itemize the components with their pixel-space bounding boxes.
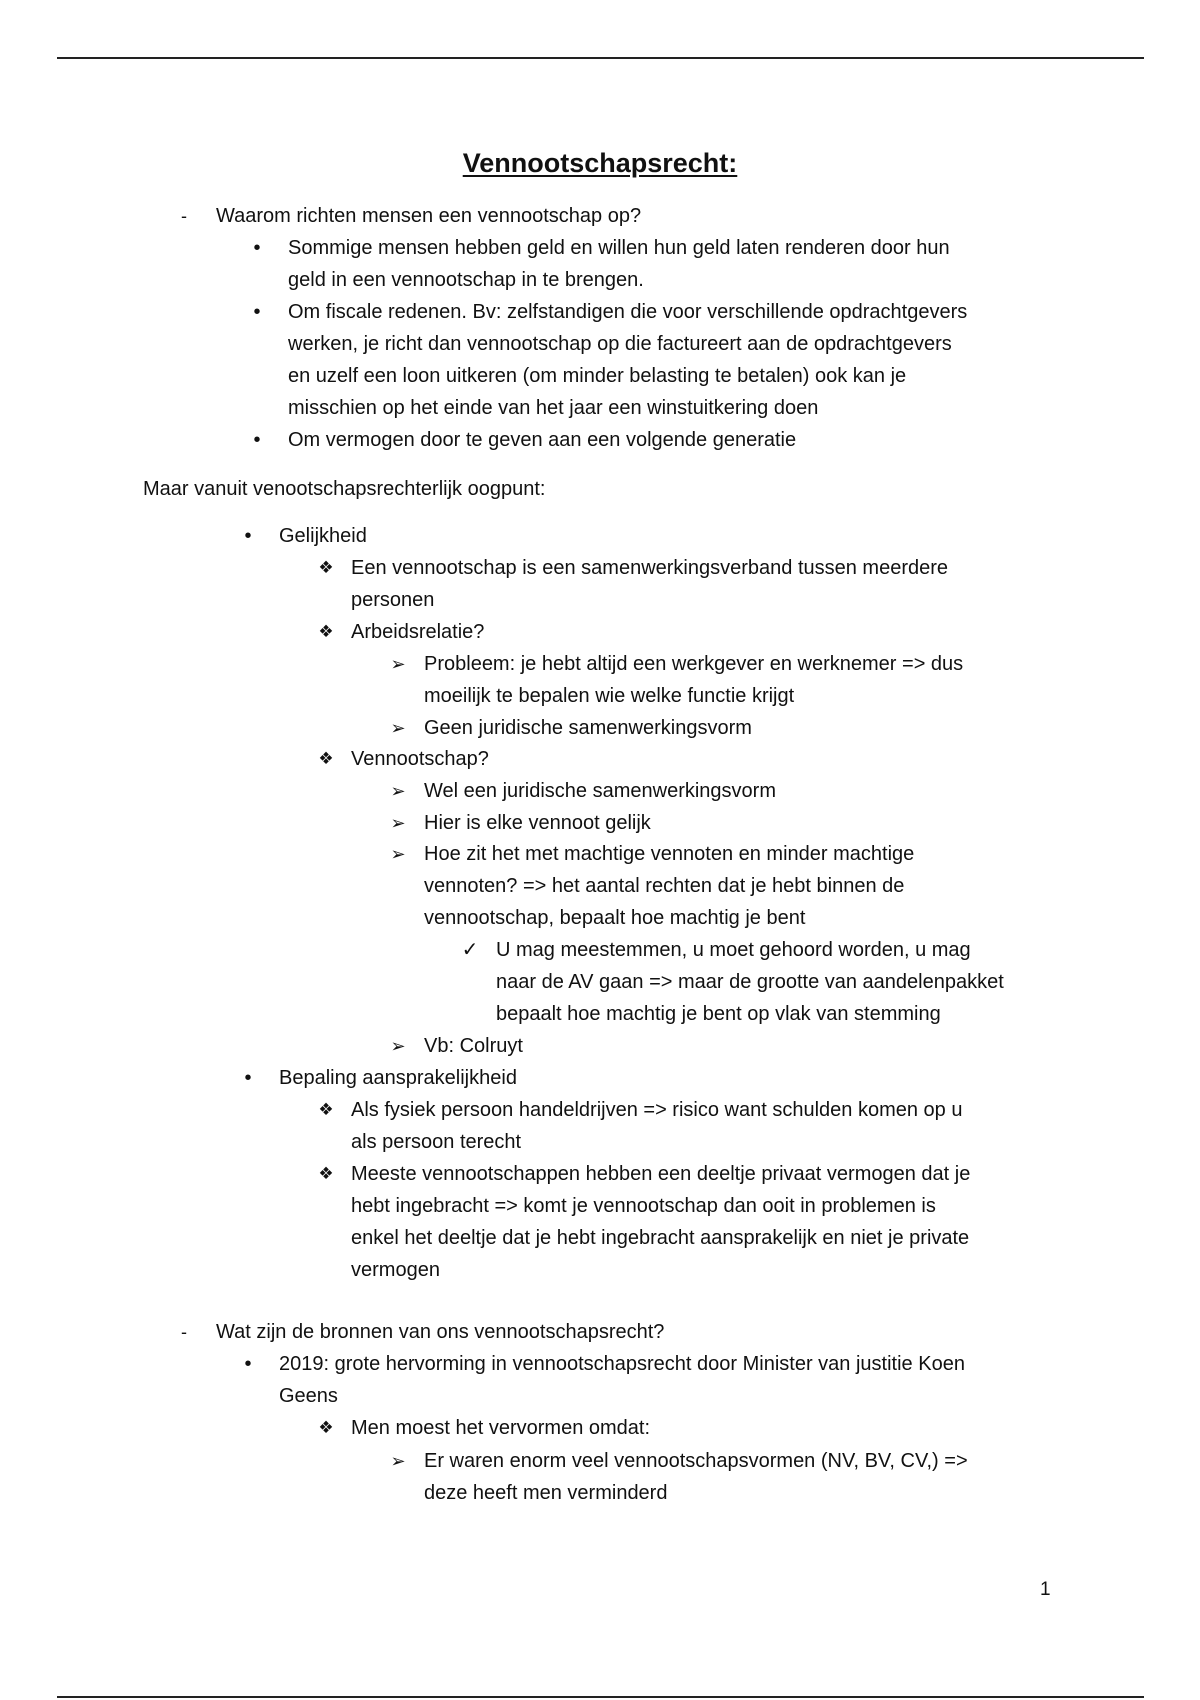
reason-line: en uzelf een loon uitkeren (om minder belasting te betalen) ook kan je [288,365,907,387]
question-2: Wat zijn de bronnen van ons vennootschapsrecht? [216,1321,665,1343]
aansprakelijkheid-item: enkel het deeltje dat je hebt ingebracht aansprakelijk en niet je private [351,1227,970,1249]
header-rule [57,57,1144,59]
aansprakelijkheid-item: vermogen [351,1259,440,1281]
check-item: naar de AV gaan => maar de grootte van aandelenpakket [496,971,1004,993]
check-item: U mag meestemmen, u moet gehoord worden, u mag [496,939,971,961]
reason-line: Om vermogen door te geven aan een volgende generatie [288,429,797,451]
arbeid-sub-item: Geen juridische samenwerkingsvorm [424,717,752,739]
gelijkheid-item: Arbeidsrelatie? [351,621,485,643]
diamond-marker: ❖ [318,1418,334,1437]
bullet-marker: • [244,1067,252,1089]
arrow-marker: ➢ [390,813,406,833]
reason-line: misschien op het einde van het jaar een winstuitkering doen [288,397,819,419]
aansprakelijkheid-item: hebt ingebracht => komt je vennootschap dan ooit in problemen is [351,1195,936,1217]
reform-line: Geens [279,1385,338,1407]
bullet-marker: • [253,429,261,451]
gelijkheid-heading: Gelijkheid [279,525,367,547]
diamond-marker: ❖ [318,558,334,577]
vennootschap-sub-item: Wel een juridische samenwerkingsvorm [424,780,776,802]
vennootschap-sub-item: vennoten? => het aantal rechten dat je hebt binnen de [424,875,905,897]
aansprakelijkheid-heading: Bepaling aansprakelijkheid [279,1067,517,1089]
diamond-marker: ❖ [318,622,334,641]
reason-line: geld in een vennootschap in te brengen. [288,269,644,291]
check-marker: ✓ [461,939,479,961]
footer-rule [57,1696,1144,1698]
vennootschap-sub-item: Hier is elke vennoot gelijk [424,812,651,834]
gelijkheid-item: personen [351,589,435,611]
diamond-marker: ❖ [318,1100,334,1119]
diamond-marker: ❖ [318,1164,334,1183]
aansprakelijkheid-item: als persoon terecht [351,1131,522,1153]
arrow-marker: ➢ [390,1036,406,1056]
bullet-marker: • [253,301,261,323]
vennootschap-sub-item: vennootschap, bepaalt hoe machtig je bent [424,907,806,929]
diamond-marker: ❖ [318,749,334,768]
reason-label: Men moest het vervormen omdat: [351,1417,651,1439]
arrow-marker: ➢ [390,1451,406,1471]
gelijkheid-item: Een vennootschap is een samenwerkingsverband tussen meerdere [351,557,949,579]
page-title: Vennootschapsrecht: [462,148,738,178]
arbeid-sub-item: Probleem: je hebt altijd een werkgever en werknemer => dus [424,653,964,675]
reform-line: 2019: grote hervorming in vennootschapsrecht door Minister van justitie Koen [279,1353,965,1375]
arrow-marker: ➢ [390,654,406,674]
reason-sub-item: deze heeft men verminderd [424,1482,668,1504]
arbeid-sub-item: moeilijk te bepalen wie welke functie krijgt [424,685,795,707]
vennootschap-sub-item: Vb: Colruyt [424,1035,523,1057]
page-number: 1 [1040,1579,1051,1600]
aansprakelijkheid-item: Als fysiek persoon handeldrijven => risico want schulden komen op u [351,1099,963,1121]
bullet-marker: • [253,237,261,259]
dash-marker: - [181,1322,187,1342]
bullet-marker: • [244,1353,252,1375]
intro-line: Maar vanuit venootschapsrechterlijk oogpunt: [143,478,546,500]
question-1: Waarom richten mensen een vennootschap op? [216,205,642,227]
aansprakelijkheid-item: Meeste vennootschappen hebben een deeltje privaat vermogen dat je [351,1163,971,1185]
bullet-marker: • [244,525,252,547]
reason-line: Om fiscale redenen. Bv: zelfstandigen die voor verschillende opdrachtgevers [288,301,968,323]
reason-line: werken, je richt dan vennootschap op die factureert aan de opdrachtgevers [288,333,952,355]
arrow-marker: ➢ [390,844,406,864]
gelijkheid-item: Vennootschap? [351,748,489,770]
check-item: bepaalt hoe machtig je bent op vlak van stemming [496,1003,941,1025]
arrow-marker: ➢ [390,781,406,801]
reason-sub-item: Er waren enorm veel vennootschapsvormen (NV, BV, CV,) => [424,1450,968,1472]
reason-line: Sommige mensen hebben geld en willen hun geld laten renderen door hun [288,237,950,259]
arrow-marker: ➢ [390,718,406,738]
vennootschap-sub-item: Hoe zit het met machtige vennoten en minder machtige [424,843,915,865]
dash-marker: - [181,206,187,226]
